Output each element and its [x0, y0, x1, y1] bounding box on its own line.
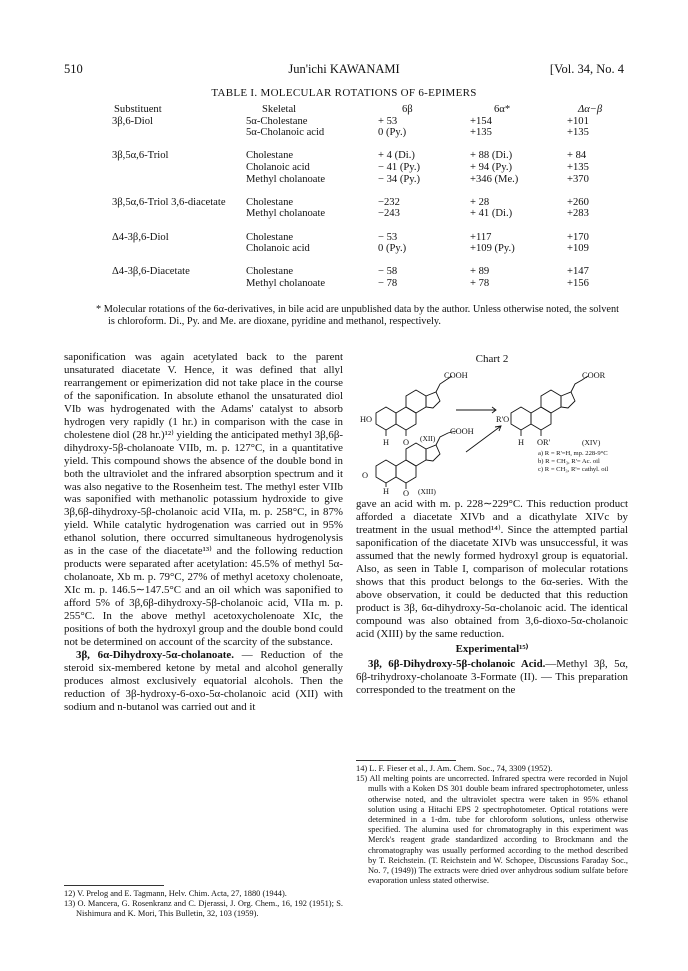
- section-heading: 3β, 6α-Dihydroxy-5α-cholanoate.: [76, 648, 234, 661]
- table-cell: + 28: [470, 196, 490, 208]
- footnote: 12) V. Prelog and E. Tagmann, Helv. Chim. Acta, 27, 1880 (1944).: [64, 889, 287, 898]
- label: O: [403, 438, 410, 447]
- table-row: [112, 232, 612, 244]
- table-cell: − 53: [378, 231, 398, 243]
- label: H: [518, 438, 525, 447]
- rotations-table: [112, 104, 612, 290]
- label: (XIV): [582, 438, 601, 447]
- section-heading: Experimental¹⁵⁾: [455, 643, 529, 656]
- table-cell: +135: [567, 127, 589, 139]
- table-cell: +117: [470, 231, 492, 243]
- table-cell: Methyl cholanoate: [246, 208, 326, 220]
- table-cell: +346 (Me.): [470, 173, 519, 185]
- label: COOR: [582, 371, 606, 380]
- table-cell: Cholestane: [246, 150, 294, 162]
- table-cell: Δ4-3β,6-Diol: [112, 231, 169, 243]
- table-row: [112, 162, 612, 174]
- table-cell: +147: [567, 266, 589, 278]
- table-row: [112, 127, 612, 139]
- structure-xii: [376, 376, 452, 436]
- label: HO: [360, 415, 373, 424]
- table-cell: +135: [470, 127, 492, 139]
- table-cell: + 41 (Di.): [470, 208, 513, 220]
- table-cell: − 58: [378, 266, 398, 278]
- chart-title: Chart 2: [475, 353, 509, 365]
- table-cell: + 94 (Py.): [470, 161, 513, 173]
- table-cell: Cholestane: [246, 196, 294, 208]
- table-footnote: * Molecular rotations of the 6α-derivatives, in bile acid are unpublished data by the author. Unless otherwise noted, the solvent is chloroform. Di., Py. and Me. are dioxane, pyridine and methanol, respectively.: [96, 304, 619, 328]
- table-cell: + 53: [378, 115, 398, 127]
- label: COOH: [450, 427, 474, 436]
- paragraph: [64, 649, 343, 714]
- table-cell: Cholestane: [246, 266, 294, 278]
- table-row: [112, 197, 612, 209]
- table-cell: +260: [567, 196, 589, 208]
- paragraph: saponification was again acetylated back to the parent unsaturated diacetate V. Hence, it was defined that allyl rearrangement or epimerization did not take place in the course of the saponification. In absolute ethanol the unsaturated diol VIb was hydrogenated with the Adams' catalyst to absorb hydrogen very rapidly (1 hr.) in comparison with the case in cholestene diol (28 hr.)¹²⁾ yielding the anticipated methyl 3β,6β-dihydroxy-5β-cholanoate VIIb, m. p. 127°C, in a quantitative yield. This compound shows the absence of the double bond in both the ultraviolet and the infrared absorption spectrum and it was also negative to the Rosenheim test. The methyl ester VIIb was saponified with methanolic potassium hydroxide to give 3β,6β-dihydroxy-5β-cholanoic acid VIIa, m. p. 258°C, in 87% yield. While catalytic hydrogenation was carried out in 95% ethanol solution, there occurred simultaneous hydrogenolysis as in the case of the diacetate¹³⁾ and the following reduction products were separated after acetylation: 45.5% of methyl 5α-cholanoate, Xb m. p. 79°C, 27% of methyl acetoxy cholenoate, XIc m. p. 146.5∼147.5°C and an oil which was saponified to afford 5% of 3β,6β-dihydroxy-5β-cholanoic acid, VIIa m. p. 255°C. In the above methyl acetoxycholenoate XIc, the positions of both the hydroxyl group and the double bond could not be determined on account of the scarcity of the substance.: [64, 351, 343, 648]
- table-cell: 0 (Py.): [378, 243, 407, 255]
- header-cell: Δα−β: [578, 104, 603, 115]
- label: OR': [537, 438, 551, 447]
- footnotes-left: [64, 889, 343, 920]
- table-cell: +101: [567, 115, 589, 127]
- table-header-row: [112, 104, 612, 116]
- legend-entry: a) R = R'=H, mp. 228-9°C: [538, 450, 608, 457]
- table-row: [112, 278, 612, 290]
- footnotes-right: [356, 764, 628, 886]
- table-cell: +156: [567, 277, 589, 289]
- table-cell: Cholestane: [246, 231, 294, 243]
- running-author: Jun'ichi KAWANAMI: [288, 62, 400, 76]
- table-cell: − 78: [378, 277, 398, 289]
- table-cell: 3β,5α,6-Triol 3,6-diacetate: [112, 196, 226, 208]
- label: R'O: [496, 415, 510, 424]
- table-cell: 5α-Cholanoic acid: [246, 127, 325, 139]
- paragraph: [356, 658, 628, 697]
- table-cell: + 4 (Di.): [378, 150, 415, 162]
- chemical-structures: [356, 366, 628, 496]
- table-cell: +135: [567, 161, 589, 173]
- table-row: [112, 174, 612, 186]
- paragraph-text: —Methyl 3β, 5α, 6β-trihydroxy-cholanoate 3-Formate (II). — This preparation corresponded to the treatment on the: [356, 658, 628, 697]
- label: O: [403, 489, 410, 496]
- footnote-rule: [64, 885, 164, 886]
- legend-entry: c) R = CH₃, R'= cathyl. oil: [538, 466, 609, 473]
- table-row: [112, 220, 612, 232]
- table-cell: +370: [567, 173, 589, 185]
- table-row: [112, 243, 612, 255]
- table-cell: 0 (Py.): [378, 127, 407, 139]
- table-title: TABLE I. MOLECULAR ROTATIONS OF 6-EPIMERS: [211, 87, 477, 99]
- label: H: [383, 438, 390, 447]
- table-cell: + 78: [470, 277, 490, 289]
- table-cell: 3β,5α,6-Triol: [112, 150, 169, 162]
- label: O: [362, 471, 369, 480]
- table-cell: Cholanoic acid: [246, 161, 310, 173]
- header-cell: 6β: [402, 104, 413, 115]
- table-cell: + 88 (Di.): [470, 150, 513, 162]
- table-cell: +109 (Py.): [470, 243, 515, 255]
- table-cell: Cholanoic acid: [246, 243, 310, 255]
- label: COOH: [444, 371, 468, 380]
- table-row: [112, 255, 612, 267]
- footnote: 15) All melting points are uncorrected. Infrared spectra were recorded in Nujol mulls with a Koken DS 301 double beam infrared spectrophotometer, unless otherwise noted, and the ultraviolet spectra were taken in 95% ethanol solution using a Hitachi EPS 2 spectrophotometer. Optical rotations were determined in a 1-dm. tube for chloroform solutions, unless otherwise specified. The alumina used for chromatography in this experiment was Merck's reagent grade standardized according to Brockmann and the chromatography was usually performed according to the method described by T. Reichstein. (T. Reichstein and W. Schopee, Discussions Faraday Soc., No. 7, (1949)) The extracts were dried over anhydrous sodium sulfate before evaporation unless stated otherwise.: [356, 774, 628, 886]
- table-cell: +154: [470, 115, 492, 127]
- table-cell: Δ4-3β,6-Diacetate: [112, 266, 190, 278]
- table-cell: −243: [378, 208, 400, 220]
- header-cell: 6α*: [494, 104, 511, 115]
- paragraph: gave an acid with m. p. 228∼229°C. This reduction product afforded a diacetate XIVb and a dicathylate XIVc by treatment in the usual method¹⁴⁾. Since the attempted partial saponification of the diacetate XIVb was unsuccessful, it was assumed that the newly formed hydroxyl group is equatorial. Also, as seen in Table I, comparison of molecular rotations shows that this product belongs to the 6α-series. With the above observation, it could be deducted that this reduction product is 3β, 6α-dihydroxy-5α-cholanoic acid. The identical compound was also obtained from 3,6-dioxo-5α-cholanoic acid (XIII) by the same reduction.: [356, 498, 628, 640]
- table-cell: −232: [378, 196, 400, 208]
- table-cell: 5α-Cholestane: [246, 115, 308, 127]
- table-cell: + 89: [470, 266, 490, 278]
- table-row: [112, 208, 612, 220]
- footnote-rule: [356, 760, 456, 761]
- table-cell: − 41 (Py.): [378, 161, 421, 173]
- table-cell: +170: [567, 231, 589, 243]
- table-row: [112, 150, 612, 162]
- legend-entry: b) R = CH₃, R'= Ac. oil: [538, 458, 600, 465]
- header-cell: Skeletal: [262, 104, 297, 115]
- table-cell: +283: [567, 208, 589, 220]
- label: H: [383, 487, 390, 496]
- table-cell: Methyl cholanoate: [246, 173, 326, 185]
- table-row: [112, 116, 612, 128]
- section-heading: 3β, 6β-Dihydroxy-5β-cholanoic Acid.: [368, 658, 546, 671]
- table-cell: − 34 (Py.): [378, 173, 421, 185]
- footnote: 14) L. F. Fieser et al., J. Am. Chem. Soc., 74, 3309 (1952).: [356, 764, 553, 773]
- footnote: 13) O. Mancera, G. Rosenkranz and C. Djerassi, J. Org. Chem., 16, 192 (1951); S. Nishimura and K. Mori, This Bulletin, 32, 103 (1959).: [64, 899, 343, 919]
- table-row: [112, 185, 612, 197]
- table-row: [112, 266, 612, 278]
- table-cell: 3β,6-Diol: [112, 115, 153, 127]
- structure-xiv: [511, 376, 588, 436]
- table-cell: + 84: [567, 150, 587, 162]
- paragraph-text: — Reduction of the steroid six-membered ketone by metal and alcohol generally produces almost exclusively equatorial alcohols. Then the reduction of 3β-hydroxy-6-oxo-5α-cholanoic acid (XII) with sodium and n-butanol was carried out and it: [64, 648, 343, 713]
- page-number: 510: [64, 62, 83, 76]
- label: (XII): [420, 434, 436, 443]
- header-cell: Substituent: [114, 104, 162, 115]
- table-row: [112, 139, 612, 151]
- table-cell: Methyl cholanoate: [246, 277, 326, 289]
- right-column: [356, 498, 628, 697]
- volume-info: [Vol. 34, No. 4: [549, 62, 624, 76]
- table-cell: +109: [567, 243, 589, 255]
- left-column: [64, 351, 343, 714]
- label: (XIII): [418, 487, 436, 496]
